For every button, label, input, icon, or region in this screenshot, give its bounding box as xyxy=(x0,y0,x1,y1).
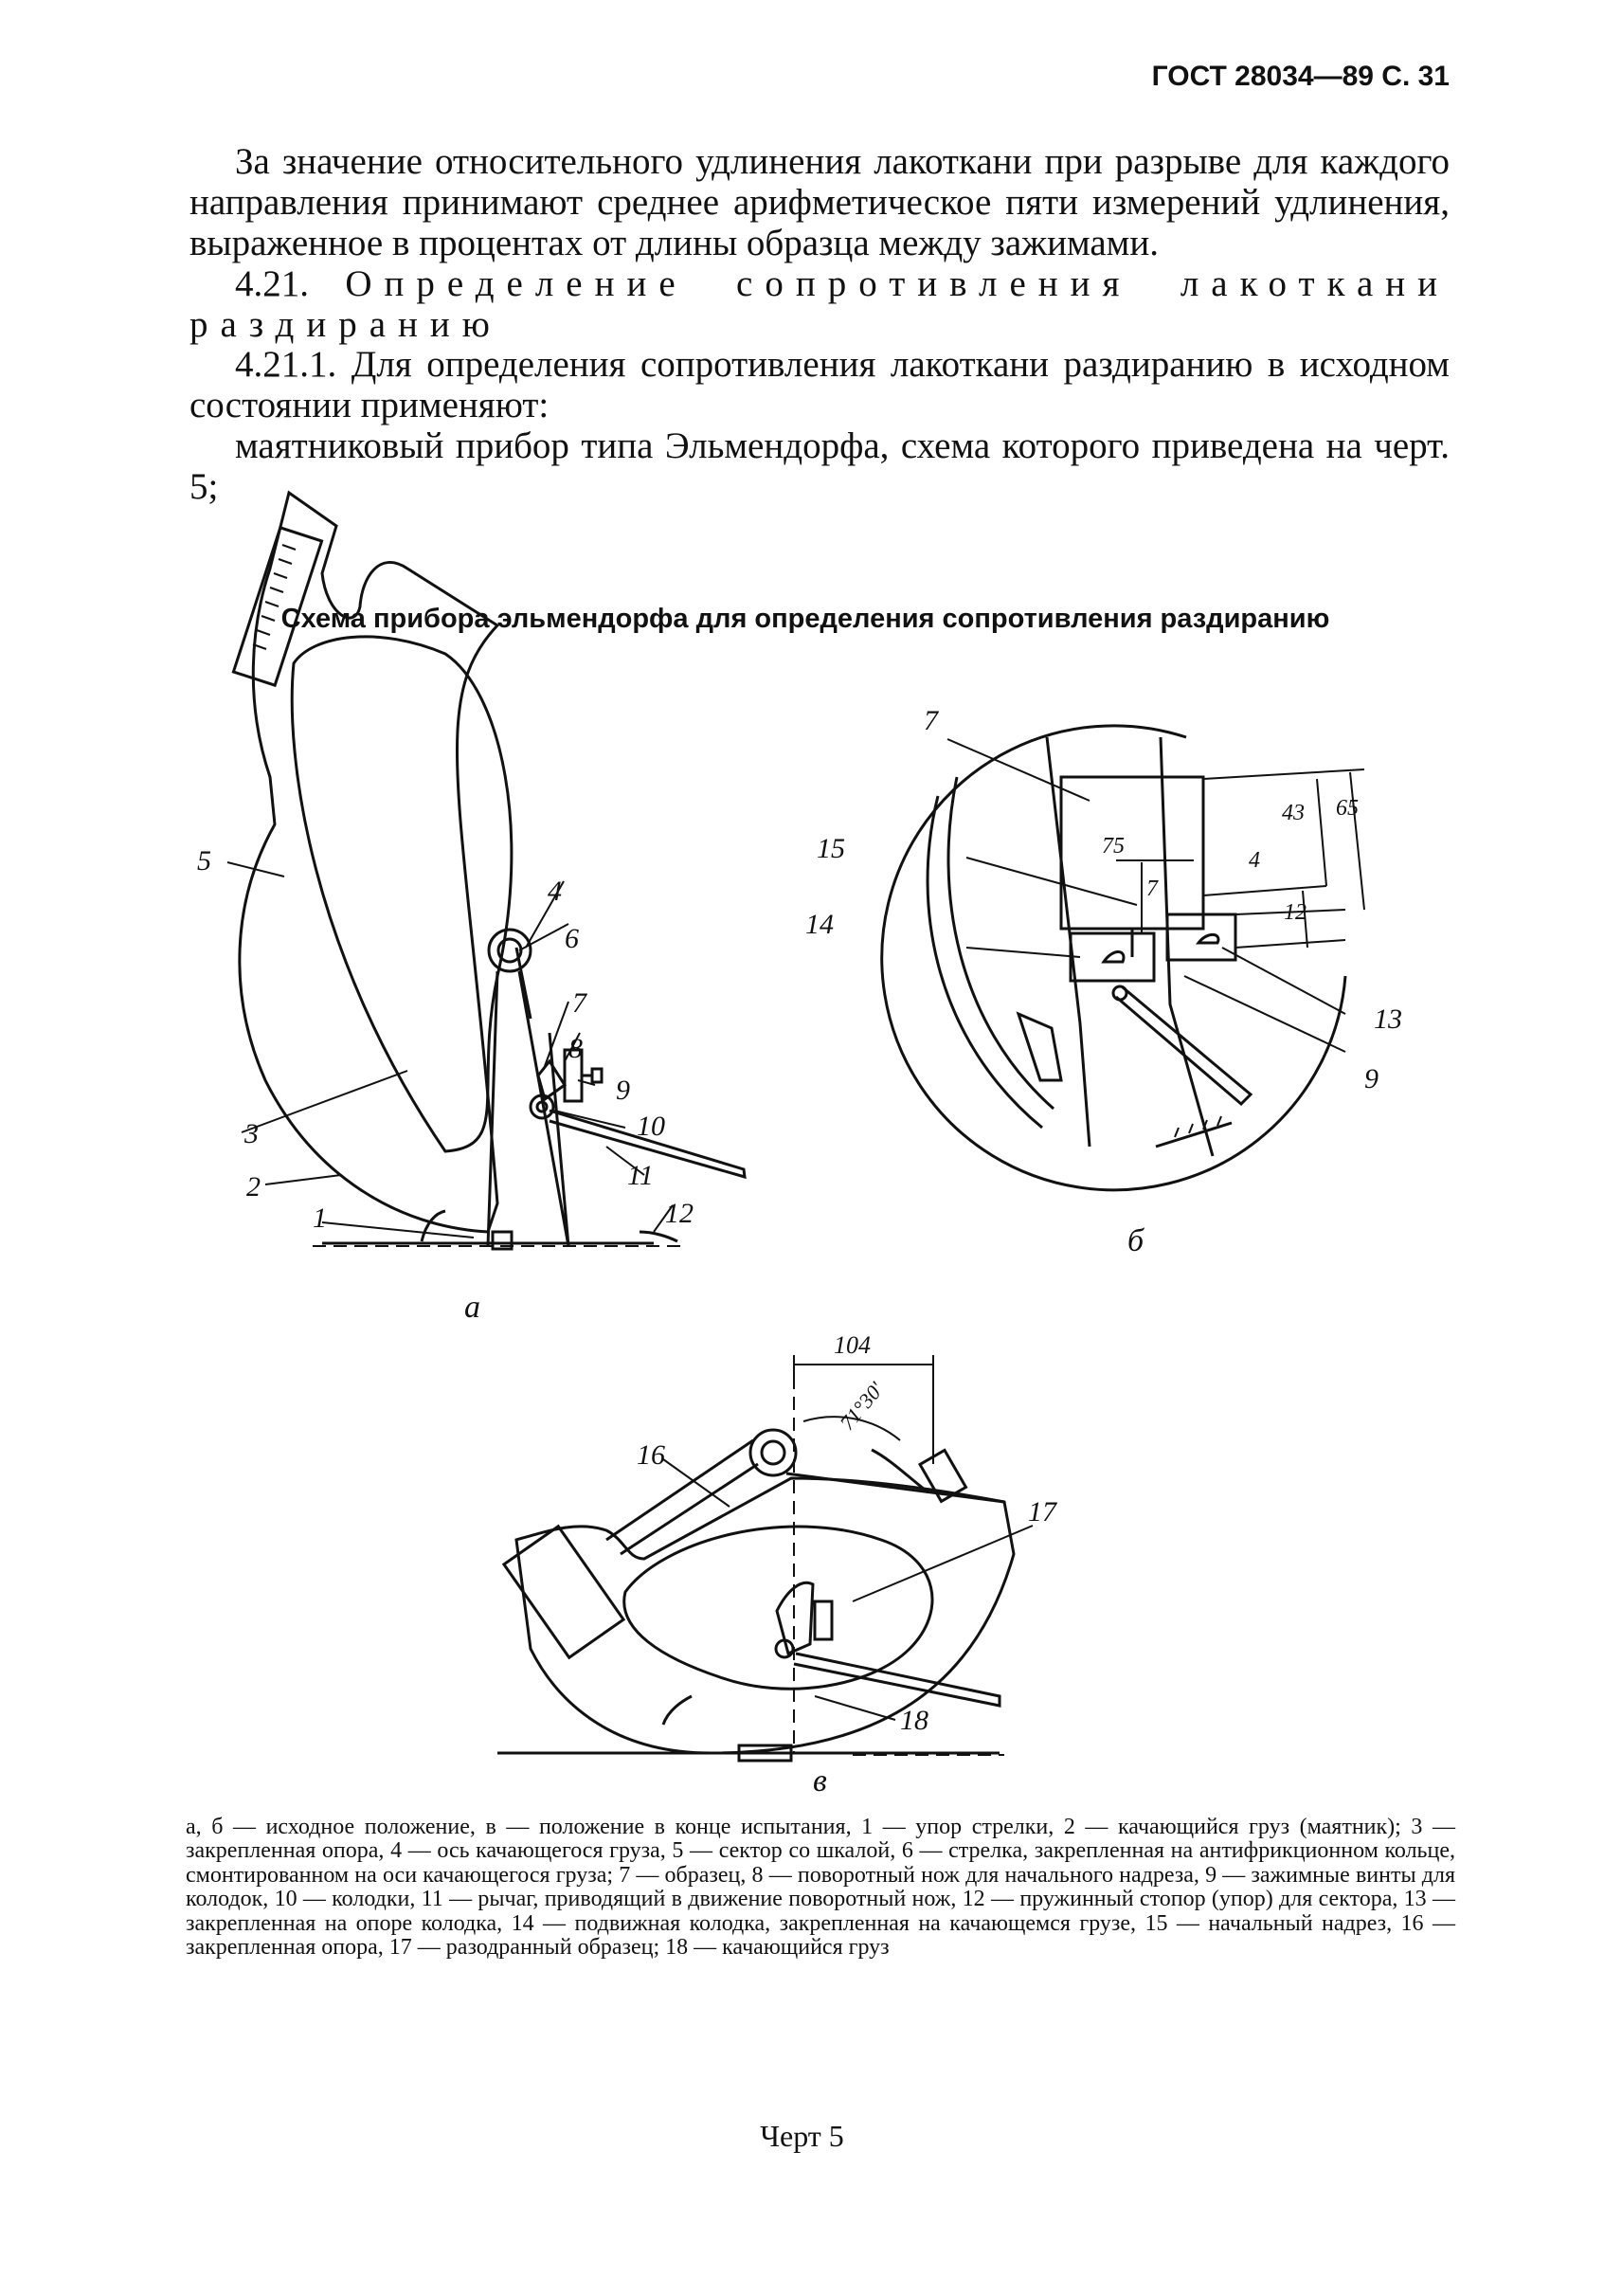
callout-7: 7 xyxy=(572,987,586,1019)
scale-arc-b xyxy=(1156,1123,1232,1147)
pendulum-sector xyxy=(240,493,497,1232)
dim-angle: 71°30' xyxy=(835,1377,889,1435)
callout-b-7: 7 xyxy=(924,705,938,736)
dim-4: 4 xyxy=(1249,848,1260,873)
sublabel-a: a xyxy=(464,1290,480,1325)
callout-6: 6 xyxy=(565,923,579,954)
detail-circle xyxy=(882,726,1345,1190)
callout-9: 9 xyxy=(616,1075,630,1106)
screw-14 xyxy=(1104,951,1124,962)
sublabel-b: б xyxy=(1127,1223,1144,1258)
movable-clamp xyxy=(1071,933,1154,981)
callout-b-15: 15 xyxy=(817,833,845,864)
scale-ticks xyxy=(253,545,296,649)
page-header: ГОСТ 28034—89 С. 31 xyxy=(1151,61,1450,92)
scale-c xyxy=(504,1527,623,1657)
callout-b-9: 9 xyxy=(1364,1063,1379,1094)
diagram-a xyxy=(197,493,745,1325)
paragraph-elongation: За значение относительного удлинения лакоткани при разрыве для каждого направления принимают среднее арифметическое пяти измерений удлинения, выраженное в процентах от длины образца между зажимами. xyxy=(189,141,1450,263)
dim-7: 7 xyxy=(1146,877,1158,901)
figure-title: Схема прибора эльмендорфа для определения сопротивления раздиранию xyxy=(280,604,1330,634)
diagram-c xyxy=(497,1331,1058,1799)
roller-inner xyxy=(537,1102,547,1112)
lever-b xyxy=(1116,987,1251,1104)
diagram-b xyxy=(805,705,1402,1258)
callout-8: 8 xyxy=(568,1033,583,1064)
callout-16: 16 xyxy=(637,1439,665,1471)
pivot-ring xyxy=(489,930,531,971)
screw-c xyxy=(815,1601,832,1639)
dim-43: 43 xyxy=(1282,801,1305,825)
dim-104: 104 xyxy=(834,1331,871,1359)
support-arm-c xyxy=(606,1440,1004,1554)
lever-pivot xyxy=(1113,986,1126,1000)
callout-11: 11 xyxy=(627,1160,654,1191)
callout-2: 2 xyxy=(246,1171,261,1202)
screw-13 xyxy=(1198,934,1218,943)
paragraph-method: 4.21.1. Для определения сопротивления лакоткани раздиранию в исходном состоянии применяют: xyxy=(189,344,1450,426)
callout-1: 1 xyxy=(313,1202,327,1234)
fixed-clamp xyxy=(1167,914,1235,960)
pivot-axle-c xyxy=(762,1441,784,1464)
figure-number: Черт 5 xyxy=(760,2119,844,2153)
side-teeth xyxy=(1018,1014,1061,1080)
dim-65: 65 xyxy=(1336,796,1359,821)
pendulum-c xyxy=(516,1478,1014,1753)
paragraph-instrument: маятниковый прибор типа Эльмендорфа, схема которого приведена на черт. 5; xyxy=(189,425,1450,508)
section-number: 4.21. xyxy=(235,262,309,304)
lever-c xyxy=(794,1654,1000,1706)
pivot-ring-c xyxy=(750,1430,796,1475)
callout-10: 10 xyxy=(637,1111,665,1142)
inner-arc-2 xyxy=(948,777,1054,1109)
callout-3: 3 xyxy=(244,1118,259,1149)
figure-caption: а, б — исходное положение, в — положение в конце испытания, 1 — упор стрелки, 2 — качающийся груз (маятник); 3 — закрепленная опора, 4 — ось качающегося груза, 5 — сектор со шкалой, 6 — стрелка, закрепленная на антифрикционном кольце, смонтированном на оси качающегося груза; 7 — образец, 8 — поворотный нож для начального надреза, 9 — зажимные винты для колодок, 10 — колодки, 11 — рычаг, приводящий в движение поворотный нож, 12 — пружинный стопор (упор) для сектора, 13 — закрепленная на опоре колодка, 14 — подвижная колодка, закрепленная на качающемся грузе, 15 — начальный надрез, 16 — закрепленная опора, 17 — разодранный образец; 18 — качающийся груз xyxy=(186,1815,1455,1961)
sublabel-c: в xyxy=(813,1763,827,1799)
specimen xyxy=(1061,777,1203,929)
dim-75: 75 xyxy=(1102,834,1125,859)
callout-18: 18 xyxy=(900,1705,928,1736)
callout-12: 12 xyxy=(665,1198,694,1229)
pendulum-cutout xyxy=(292,637,512,1151)
section-title: Определение сопротивления лакоткани раздиранию xyxy=(189,262,1450,345)
dim-12: 12 xyxy=(1284,900,1307,925)
callout-5: 5 xyxy=(197,845,211,877)
callout-4: 4 xyxy=(548,876,562,907)
callout-b-14: 14 xyxy=(805,909,834,940)
callout-17: 17 xyxy=(1028,1496,1056,1528)
callout-b-13: 13 xyxy=(1374,1003,1402,1035)
